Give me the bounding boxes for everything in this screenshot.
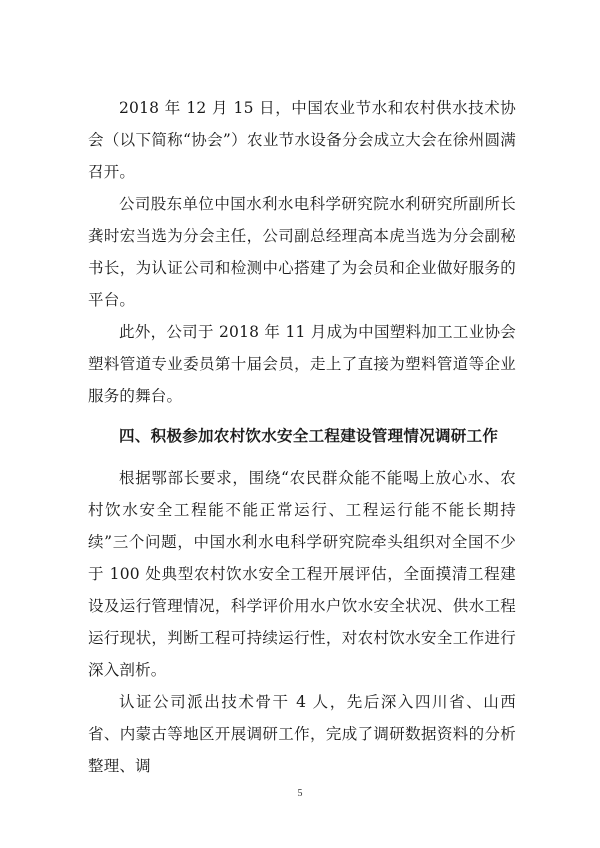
paragraph-branch-leadership: 公司股东单位中国水利水电科学研究院水利研究所副所长龚时宏当选为分会主任，公司副总经理高本虎当选为分会副秘书长，为认证公司和检测中心搭建了为会员和企业做好服务的平台。 xyxy=(88,195,516,309)
paragraph-field-research: 认证公司派出技术骨干 4 人，先后深入四川省、山西省、内蒙古等地区开展调研工作，完成了调研数据资料的分析整理、调 xyxy=(88,693,516,775)
paragraph-plastics-association: 此外，公司于 2018 年 11 月成为中国塑料加工工业协会塑料管道专业委员第十届会员，走上了直接为塑料管道等企业服务的舞台。 xyxy=(88,323,516,405)
paragraph-evaluation-work: 根据鄂部长要求，围绕“农民群众能不能喝上放心水、农村饮水安全工程能不能正常运行、工程运行能不能长期持续”三个问题，中国水利水电科学研究院牵头组织对全国不少于 100 处典型农村饮水安全工程开展评估，全面摸清工程建设及运行管理情况，科学评价用水户饮水安全状况、供水工程运行现状，判断工程可持续运行性，对农村饮水安全工作进行深入剖析。 xyxy=(88,469,516,679)
document-body xyxy=(88,92,516,782)
paragraph-founding-meeting: 2018 年 12 月 15 日，中国农业节水和农村供水技术协会（以下简称“协会”）农业节水设备分会成立大会在徐州圆满召开。 xyxy=(88,99,516,181)
page-number: 5 xyxy=(297,788,303,799)
section-heading: 四、积极参加农村饮水安全工程建设管理情况调研工作 xyxy=(119,427,499,445)
